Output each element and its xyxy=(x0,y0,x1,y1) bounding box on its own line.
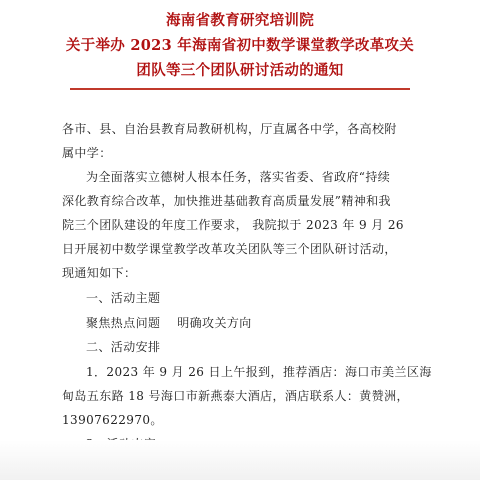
issuer-title: 海南省教育研究培训院 xyxy=(166,12,314,29)
header-divider xyxy=(70,88,410,90)
arrangement-item-1-line-2: 甸岛五东路 18 号海口市新燕泰大酒店，酒店联系人：黄赞洲， xyxy=(62,389,409,403)
notice-title-line-2: 团队等三个团队研讨活动的通知 xyxy=(136,62,344,79)
section-1-theme: 聚焦热点问题 明确攻关方向 xyxy=(86,316,252,330)
intro-paragraph-line-5: 现通知如下： xyxy=(62,266,137,280)
page-bottom-shadow xyxy=(0,440,480,480)
section-2-heading: 二、活动安排 xyxy=(86,340,161,354)
intro-paragraph-line-4: 日开展初中数学课堂教学改革攻关团队等三个团队研讨活动， xyxy=(62,242,397,256)
notice-title-line-1: 关于举办 2023 年海南省初中数学课堂教学改革攻关 xyxy=(65,37,415,54)
section-1-heading: 一、活动主题 xyxy=(86,291,161,305)
addressee-line-1: 各市、县、自治县教育局教研机构，厅直属各中学，各高校附 xyxy=(62,122,397,136)
arrangement-item-1-line-1: 1．2023 年 9 月 26 日上午报到，推荐酒店：海口市美兰区海 xyxy=(86,365,432,379)
intro-paragraph-line-3: 院三个团队建设的年度工作要求， 我院拟于 2023 年 9 月 26 xyxy=(62,218,404,232)
intro-paragraph-line-1: 为全面落实立德树人根本任务，落实省委、省政府“持续 xyxy=(86,170,391,184)
addressee-line-2: 属中学： xyxy=(62,146,112,160)
arrangement-item-1-line-3: 13907622970。 xyxy=(62,413,163,427)
intro-paragraph-line-2: 深化教育综合改革，加快推进基础教育高质量发展”精神和我 xyxy=(62,194,391,208)
